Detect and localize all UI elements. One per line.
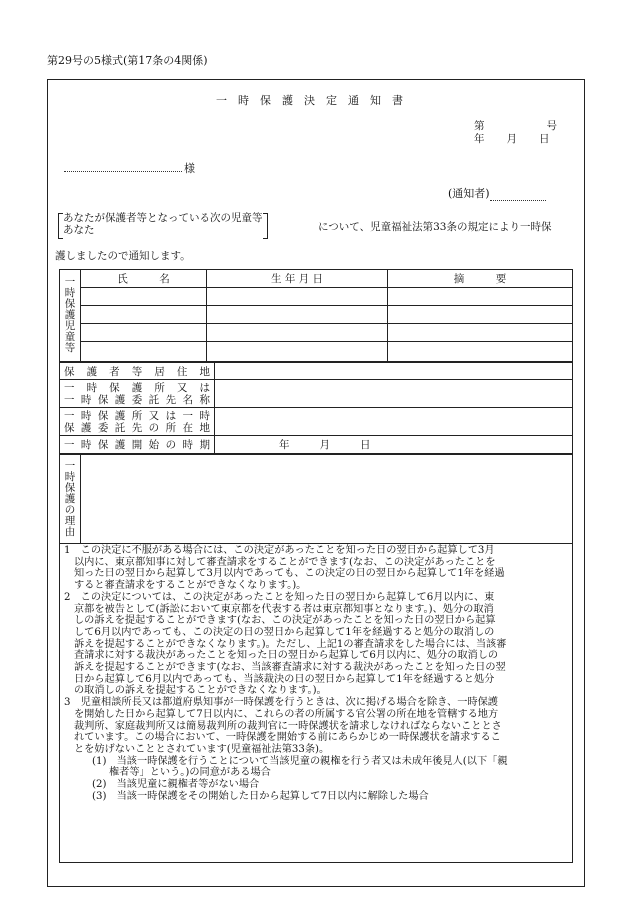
addressee-blank[interactable]: [64, 161, 182, 172]
reason-table: [59, 454, 573, 544]
number-prefix: 第: [474, 120, 485, 132]
start-year-label: 年: [279, 439, 290, 451]
bracket-right: [263, 213, 268, 239]
note-line: 訴えを提起することができなくなります。)。ただし、上記1の審査請求をした場合には、当該審: [74, 638, 507, 650]
note-line: 査請求に対する裁決があったことを知った日の翌日から起算して6月以内に、処分の取消しの: [74, 650, 499, 662]
note-line: 以内に、東京都知事に対して審査請求をすることができます(なお、この決定があったことを: [74, 556, 496, 568]
facility-location-label-line1: 一時保護所又は一時: [64, 409, 210, 422]
number-suffix: 号: [546, 120, 557, 132]
note-line: とを妨げないこととされています(児童福祉法第33条)。: [74, 743, 330, 755]
child-name-cell[interactable]: [81, 288, 207, 306]
reason-side-label-char: 由: [64, 525, 76, 538]
note-line: 裁判所、家庭裁判所又は簡易裁判所の裁判官に一時保護状を請求しなければならないこととさ: [74, 720, 502, 732]
subject-option-self: あなた: [63, 224, 95, 236]
child-summary-cell[interactable]: [388, 324, 573, 342]
subject-option-guardian: あなたが保護者等となっている次の児童等: [63, 212, 263, 224]
facility-location-label: [60, 408, 215, 436]
start-date-cell[interactable]: [215, 436, 573, 454]
child-dob-cell[interactable]: [207, 288, 388, 306]
date-year-label: 年: [474, 133, 485, 145]
note-line: 1 この決定に不服がある場合には、この決定があったことを知った日の翌日から起算して3月: [64, 545, 495, 556]
facility-name-cell[interactable]: [215, 380, 573, 408]
note-line: 3 児童相談所長又は都道府県知事が一時保護を行うときは、次に掲げる場合を除き、一時保護: [64, 697, 498, 709]
facility-location-label-line2: 保護委託先の所在地: [64, 421, 210, 434]
child-side-label-char: 保: [64, 298, 76, 310]
subject-tail: について、児童福祉法第33条の規定により一時保: [318, 221, 552, 233]
note-line: しの訴えを提起することができます(なお、この決定があったことを知った日の翌日から起算: [74, 615, 496, 627]
subject-continuation: 護しましたので通知します。: [55, 250, 191, 262]
notifier-label: (通知者): [448, 187, 490, 200]
child-side-label-char: 一: [64, 276, 76, 288]
start-day-label: 日: [360, 439, 371, 451]
child-name-cell[interactable]: [81, 342, 207, 362]
child-side-label-char: 時: [64, 287, 76, 299]
header-name: 氏 名: [81, 270, 207, 288]
guardian-address-label: 保護者等居住地: [60, 363, 215, 380]
note-line: すると審査請求をすることができなくなります。)。: [74, 580, 307, 592]
note-line: 知った日の翌日から起算して3月以内であっても、この決定の日の翌日から起算して1年を経過: [74, 568, 505, 580]
facility-location-cell[interactable]: [215, 408, 573, 436]
reason-cell[interactable]: [81, 455, 573, 544]
note-line: の取消しの訴えを提起することができなくなります。)。: [74, 685, 327, 697]
header-summary: 摘 要: [388, 270, 573, 288]
guardian-address-cell[interactable]: [215, 363, 573, 380]
child-summary-cell[interactable]: [388, 306, 573, 324]
reason-side-label-char: の: [64, 503, 76, 516]
header-dob: 生 年 月 日: [207, 270, 388, 288]
form-number: 第29号の5様式(第17条の4関係): [47, 54, 208, 67]
note-line: 京都を被告として(訴訟において東京都を代表する者は東京都知事となります。)、処分の取消: [74, 603, 494, 615]
notifier-blank[interactable]: [490, 190, 546, 201]
start-month-label: 月: [319, 439, 330, 451]
note-line: して6月以内であっても、この決定の日の翌日から起算して1年を経過すると処分の取消しの: [74, 626, 495, 638]
child-dob-cell[interactable]: [207, 306, 388, 324]
notifier: [448, 185, 546, 201]
note-line: れています。この場合において、一時保護を開始する前にあらかじめ一時保護状を請求するこ: [74, 732, 501, 744]
facility-name-label: [60, 380, 215, 408]
reason-side-label-char: 時: [64, 470, 76, 483]
child-side-label: [60, 270, 81, 362]
child-summary-cell[interactable]: [388, 288, 573, 306]
note-line: 日から起算して6月以内であっても、当該裁決の日の翌日から起算して1年を経過すると処分: [74, 673, 495, 685]
reason-side-label-char: 保: [64, 481, 76, 494]
child-name-cell[interactable]: [81, 306, 207, 324]
note-line: を開始した日から起算して7日以内に、これらの者の所属する官公署の所在地を管轄する地方: [74, 708, 499, 720]
addressee: [64, 160, 195, 176]
issue-date: [474, 131, 550, 146]
notes-section: [59, 543, 573, 863]
note-line: 訴えを提起することができます(なお、当該審査請求に対する裁決があったことを知った日の翌: [74, 662, 506, 674]
child-side-label-char: 童: [64, 331, 76, 343]
date-day-label: 日: [539, 133, 550, 145]
protection-info-table: [59, 362, 573, 454]
date-month-label: 月: [506, 133, 517, 145]
reason-side-label-char: 理: [64, 514, 76, 527]
start-time-label: 一時保護開始の時期: [60, 436, 215, 454]
note-line: (1) 当該一時保護を行うことについて当該児童の親権を行う者又は未成年後見人(以下「親: [92, 755, 508, 767]
child-name-cell[interactable]: [81, 324, 207, 342]
note-line: 権者等」という。)の同意がある場合: [109, 767, 271, 779]
child-side-label-char: 等: [64, 342, 76, 354]
addressee-suffix: 様: [184, 162, 195, 175]
child-dob-cell[interactable]: [207, 324, 388, 342]
subject-choice: [58, 212, 268, 239]
note-line: 2 この決定については、この決定があったことを知った日の翌日から起算して6月以内に、東: [64, 591, 495, 603]
reason-side-label: [60, 455, 81, 544]
facility-name-label-line2: 一時保護委託先名称: [64, 393, 210, 406]
child-side-label-char: 護: [64, 309, 76, 321]
child-table: [59, 269, 573, 362]
reason-side-label-char: 護: [64, 492, 76, 505]
reason-side-label-char: 一: [64, 459, 76, 472]
facility-name-label-line1: 一時保護所又は: [64, 381, 210, 394]
child-dob-cell[interactable]: [207, 342, 388, 362]
document-title: 一時保護決定通知書: [216, 94, 414, 107]
child-summary-cell[interactable]: [388, 342, 573, 362]
child-side-label-char: 児: [64, 320, 76, 332]
note-line: (3) 当該一時保護をその開始した日から起算して7日以内に解除した場合: [92, 790, 429, 802]
note-line: (2) 当該児童に親権者等がない場合: [92, 779, 260, 791]
